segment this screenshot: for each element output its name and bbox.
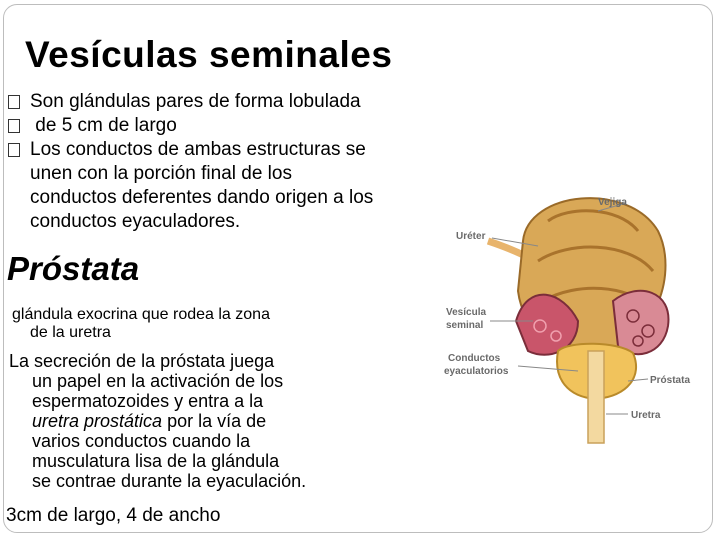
bullet-text: de 5 cm de largo: [30, 115, 177, 136]
bullet-item: [8, 114, 438, 138]
bullet-text: Los conductos de ambas estructuras se: [30, 139, 366, 160]
label-prostata: Próstata: [650, 375, 691, 386]
bullet-item: [8, 138, 438, 234]
section-subtitle: Próstata: [7, 250, 140, 287]
secretion-line: [9, 411, 389, 431]
secretion-line: musculatura lisa de la glándula: [32, 451, 280, 471]
bullet-box-icon: [8, 119, 20, 133]
label-seminal: seminal: [446, 320, 484, 331]
bullet-list: [8, 90, 438, 234]
bullet-continuation: conductos eyaculadores.: [30, 211, 241, 232]
bullet-continuation: unen con la porción final de los: [30, 163, 292, 184]
label-ureter: Uréter: [456, 231, 486, 242]
slide-title: Vesículas seminales: [25, 34, 393, 75]
label-conductos: Conductos: [448, 353, 501, 364]
anatomy-figure: [428, 181, 710, 453]
prostate-illustration: [428, 181, 710, 453]
secretion-line: varios conductos cuando la: [32, 431, 251, 451]
secretion-text: por la vía de: [162, 411, 267, 431]
label-vejiga: Vejiga: [598, 197, 627, 208]
bullet-item: [8, 90, 438, 114]
label-uretra: Uretra: [631, 410, 661, 421]
bullet-box-icon: [8, 95, 20, 109]
urethra-shape: [588, 351, 604, 443]
gland-line: glándula exocrina que rodea la zona: [12, 306, 270, 323]
label-eyaculatorios: eyaculatorios: [444, 366, 509, 377]
bullet-text: Son glándulas pares de forma lobulada: [30, 91, 361, 112]
bullet-continuation: conductos deferentes dando origen a los: [30, 187, 374, 208]
secretion-line: espermatozoides y entra a la: [32, 391, 264, 411]
italic-term: uretra prostática: [32, 411, 163, 431]
bullet-box-icon: [8, 143, 20, 157]
secretion-paragraph: [9, 351, 389, 491]
secretion-line: se contrae durante la eyaculación.: [32, 471, 307, 491]
size-note: 3cm de largo, 4 de ancho: [6, 505, 221, 526]
gland-line: de la uretra: [30, 324, 111, 341]
label-vesicula: Vesícula: [446, 307, 487, 318]
secretion-line: La secreción de la próstata juega: [9, 351, 275, 371]
secretion-line: un papel en la activación de los: [32, 371, 284, 391]
gland-description: [12, 306, 412, 342]
